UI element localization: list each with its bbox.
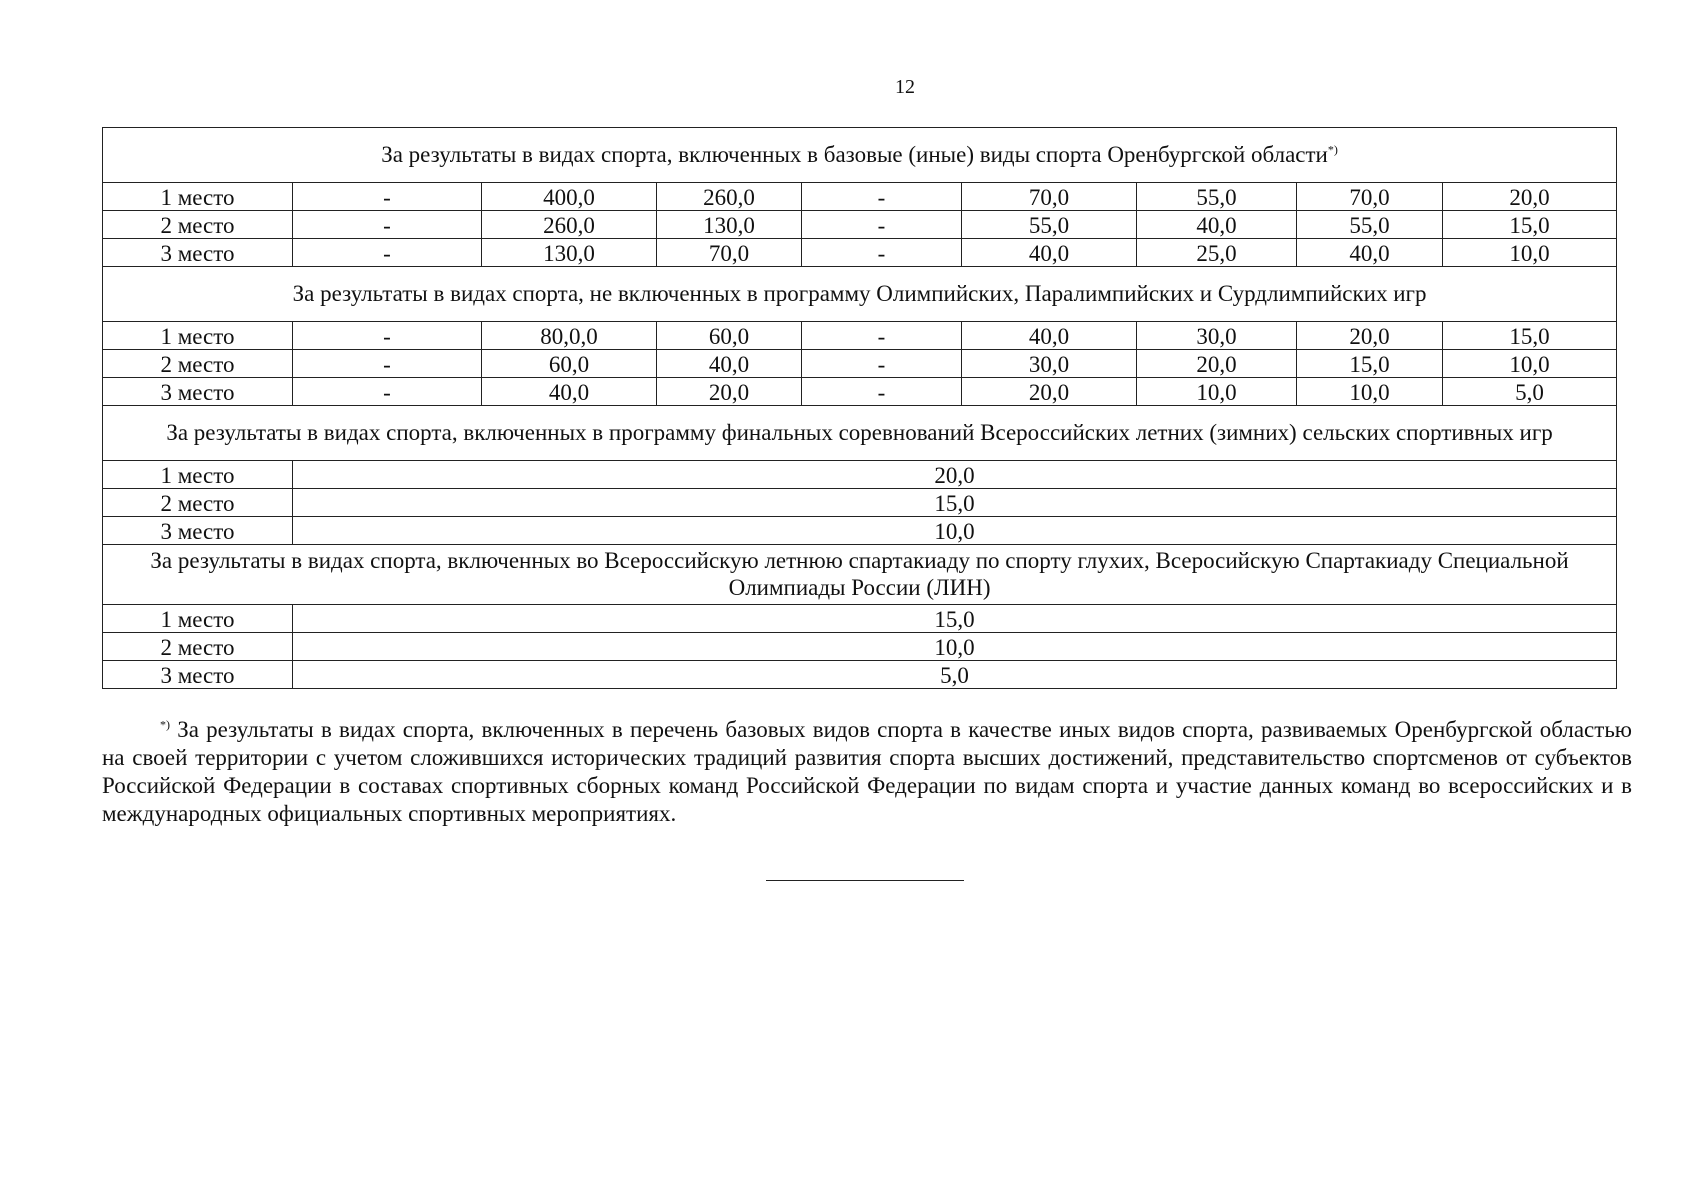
table-cell: 60,0 [657, 322, 802, 350]
section-header: За результаты в видах спорта, включенных в программу финальных соревнований Всероссийских летних (зимних) сельских спортивных игр [103, 406, 1617, 461]
table-cell: - [293, 183, 482, 211]
table-cell: 30,0 [962, 350, 1137, 378]
table-row [103, 211, 1617, 239]
table-cell: 20,0 [962, 378, 1137, 406]
table-cell: 40,0 [962, 239, 1137, 267]
table-row [103, 350, 1617, 378]
table-row [103, 661, 1617, 689]
table-cell: 15,0 [1443, 211, 1617, 239]
table-cell: - [802, 322, 962, 350]
table-cell: 20,0 [1137, 350, 1297, 378]
table-cell: - [802, 183, 962, 211]
table-row [103, 322, 1617, 350]
table-cell: 60,0 [482, 350, 657, 378]
section-header-row [103, 128, 1617, 183]
table-cell: 20,0 [293, 461, 1617, 489]
table-cell: - [802, 350, 962, 378]
table-cell: 400,0 [482, 183, 657, 211]
footnote [102, 716, 1632, 828]
table-cell: 40,0 [482, 378, 657, 406]
table-cell: - [802, 239, 962, 267]
table-cell: 20,0 [657, 378, 802, 406]
table-cell: - [293, 322, 482, 350]
table-cell: 5,0 [1443, 378, 1617, 406]
table-cell: 70,0 [657, 239, 802, 267]
place-label: 2 место [103, 633, 293, 661]
table-cell: 70,0 [962, 183, 1137, 211]
section-header: За результаты в видах спорта, не включенных в программу Олимпийских, Паралимпийских и Сурдлимпийских игр [103, 267, 1617, 322]
place-label: 1 место [103, 605, 293, 633]
table-cell: 40,0 [962, 322, 1137, 350]
place-label: 2 место [103, 489, 293, 517]
footnote-mark: *) [1327, 142, 1338, 157]
table-cell: - [293, 378, 482, 406]
footnote-text: За результаты в видах спорта, включенных в перечень базовых видов спорта в качестве иных видов спорта, развиваемых Оренбургской областью на своей территории с учетом сложившихся исторических традиций развития спорта высших достижений, представительство спортсменов от субъектов Российской Федерации в составах спортивных сборных команд Российской Федерации по видам спорта и участие данных команд во всероссийских и в международных официальных спортивных мероприятиях. [102, 717, 1632, 826]
table-cell: - [293, 239, 482, 267]
table-cell: 10,0 [1137, 378, 1297, 406]
table-cell: 10,0 [1443, 350, 1617, 378]
table-cell: 55,0 [1297, 211, 1443, 239]
section-header-row [103, 406, 1617, 461]
table-cell: 40,0 [1137, 211, 1297, 239]
table-cell: 15,0 [1297, 350, 1443, 378]
table-cell: 10,0 [1297, 378, 1443, 406]
table-cell: 30,0 [1137, 322, 1297, 350]
place-label: 1 место [103, 183, 293, 211]
place-label: 3 место [103, 378, 293, 406]
table-cell: 260,0 [482, 211, 657, 239]
table-cell: 130,0 [657, 211, 802, 239]
table-row [103, 633, 1617, 661]
table-cell: 55,0 [1137, 183, 1297, 211]
table-cell: 260,0 [657, 183, 802, 211]
table-cell: 55,0 [962, 211, 1137, 239]
place-label: 3 место [103, 517, 293, 545]
place-label: 3 место [103, 661, 293, 689]
section-header: За результаты в видах спорта, включенных во Всероссийскую летнюю спартакиаду по спорту глухих, Всеросийскую Спартакиаду Специальной Олимпиады России (ЛИН) [103, 545, 1617, 605]
table-cell: 10,0 [293, 517, 1617, 545]
table-cell: 10,0 [1443, 239, 1617, 267]
table-cell: 10,0 [293, 633, 1617, 661]
table-row [103, 517, 1617, 545]
section-header-row [103, 545, 1617, 605]
place-label: 3 место [103, 239, 293, 267]
place-label: 1 место [103, 461, 293, 489]
place-label: 2 место [103, 350, 293, 378]
table-cell: 80,0,0 [482, 322, 657, 350]
table-cell: - [293, 350, 482, 378]
page-number: 12 [895, 76, 915, 98]
table-cell: - [293, 211, 482, 239]
footnote-mark: *) [160, 717, 170, 732]
table-cell: - [802, 211, 962, 239]
table-cell: 15,0 [1443, 322, 1617, 350]
section-header-row [103, 267, 1617, 322]
table-cell: 40,0 [657, 350, 802, 378]
table-cell: 20,0 [1443, 183, 1617, 211]
awards-table [102, 127, 1617, 689]
table-row [103, 489, 1617, 517]
place-label: 1 место [103, 322, 293, 350]
table-row [103, 239, 1617, 267]
place-label: 2 место [103, 211, 293, 239]
end-rule [766, 880, 964, 881]
table-row [103, 183, 1617, 211]
table-cell: 15,0 [293, 489, 1617, 517]
table-cell: 130,0 [482, 239, 657, 267]
section-header-text: За результаты в видах спорта, включенных в базовые (иные) виды спорта Оренбургской области [381, 141, 1328, 167]
section-header [103, 128, 1617, 183]
table-row [103, 461, 1617, 489]
table-cell: 40,0 [1297, 239, 1443, 267]
table-row [103, 605, 1617, 633]
table-cell: - [802, 378, 962, 406]
table-cell: 20,0 [1297, 322, 1443, 350]
table-cell: 70,0 [1297, 183, 1443, 211]
table-cell: 25,0 [1137, 239, 1297, 267]
table-cell: 15,0 [293, 605, 1617, 633]
table-cell: 5,0 [293, 661, 1617, 689]
table-row [103, 378, 1617, 406]
